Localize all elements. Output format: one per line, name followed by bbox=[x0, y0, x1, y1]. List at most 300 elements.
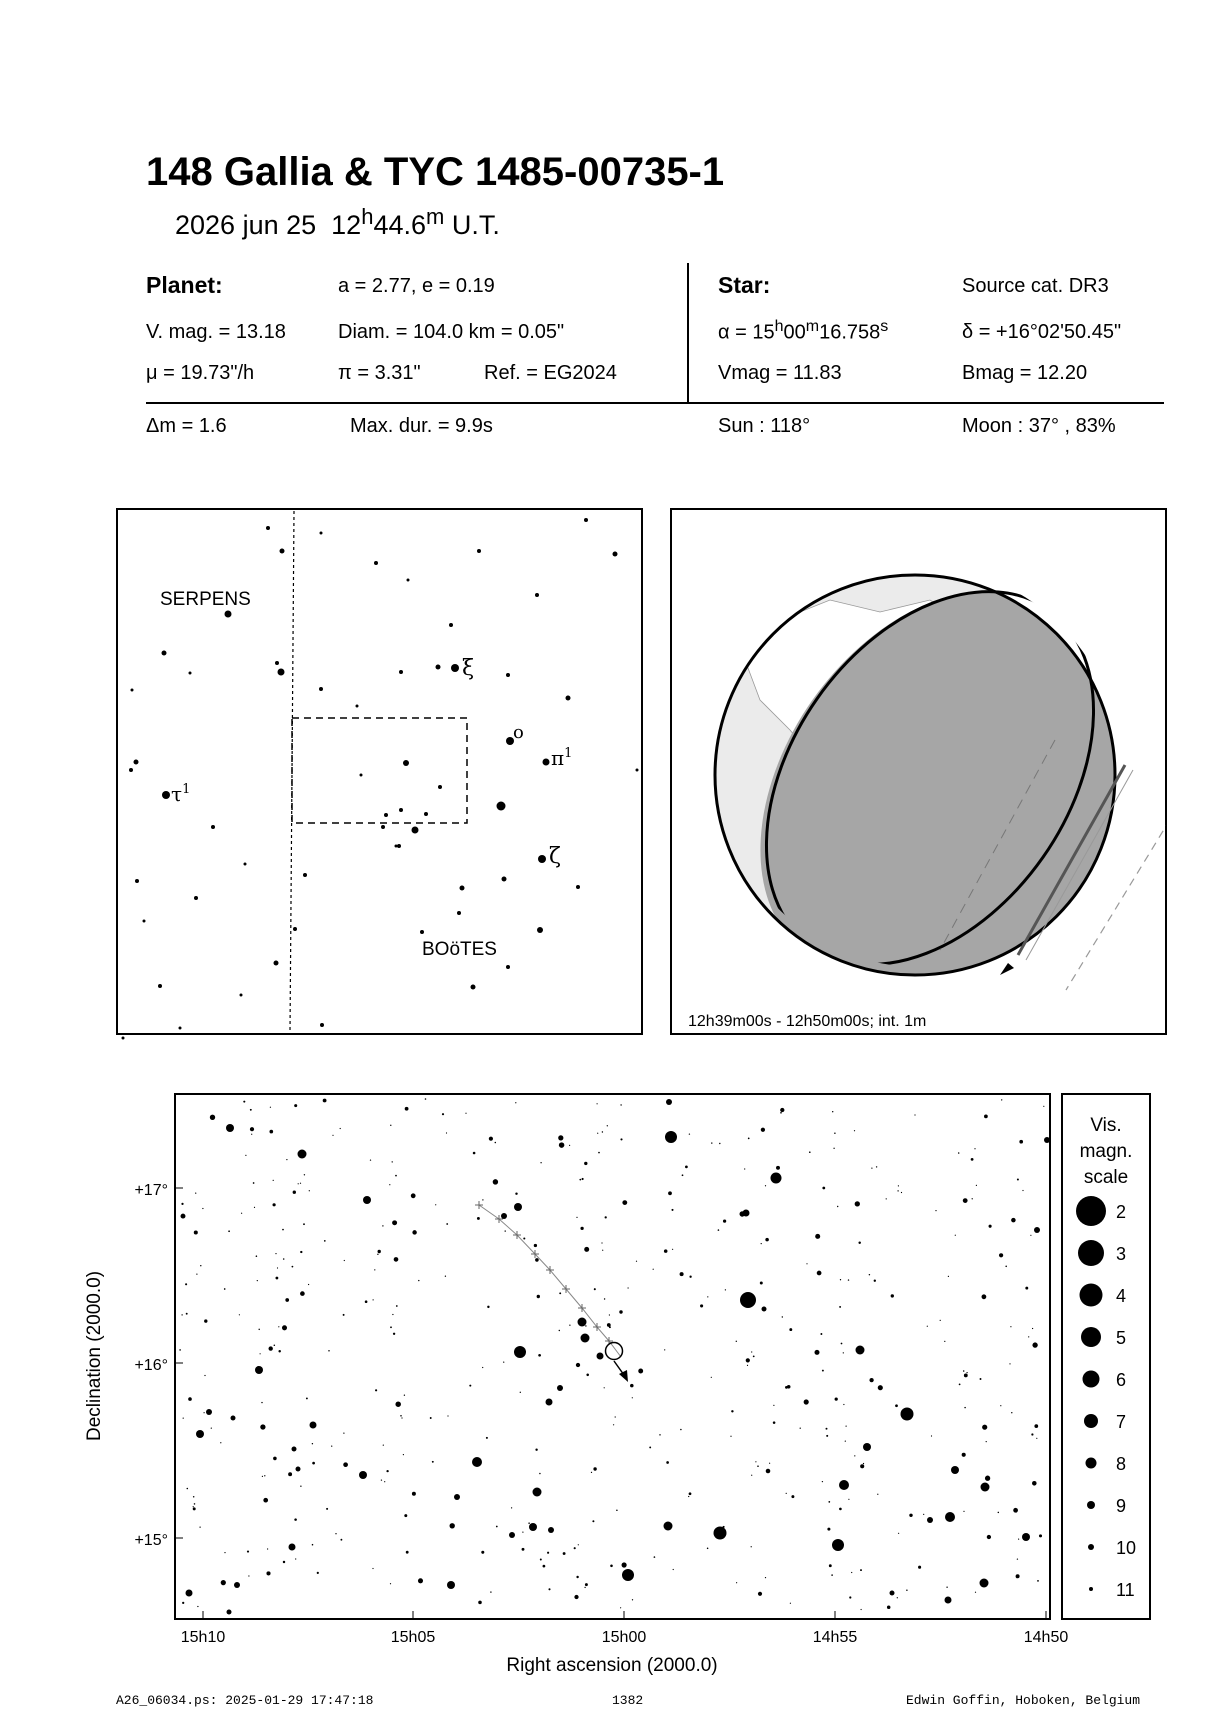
detail-star bbox=[901, 1408, 914, 1421]
detail-star bbox=[780, 1108, 784, 1112]
detail-star bbox=[1031, 1433, 1033, 1435]
detail-star bbox=[602, 1250, 603, 1251]
detail-star bbox=[814, 1350, 819, 1355]
detail-star bbox=[620, 1138, 622, 1140]
detail-star bbox=[980, 1579, 989, 1588]
finder-star bbox=[436, 665, 441, 670]
detail-star bbox=[869, 1274, 870, 1275]
detail-star bbox=[871, 1168, 872, 1169]
finder-chart bbox=[117, 509, 642, 1040]
detail-star bbox=[374, 1269, 375, 1270]
detail-star bbox=[239, 1314, 240, 1315]
finder-star bbox=[319, 687, 323, 691]
detail-star bbox=[187, 1488, 189, 1490]
detail-star bbox=[505, 1230, 506, 1231]
detail-star bbox=[270, 1107, 271, 1108]
detail-star bbox=[447, 1415, 448, 1416]
detail-star bbox=[736, 1341, 737, 1342]
detail-star bbox=[761, 1128, 765, 1132]
finder-star bbox=[566, 696, 571, 701]
detail-star bbox=[927, 1517, 933, 1523]
finder-star bbox=[584, 518, 588, 522]
page-title: 148 Gallia & TYC 1485-00735-1 bbox=[146, 150, 725, 194]
detail-star bbox=[199, 1526, 200, 1527]
finder-star bbox=[162, 791, 170, 799]
detail-star bbox=[923, 1514, 924, 1515]
detail-star bbox=[665, 1131, 677, 1143]
legend-mag-label: 11 bbox=[1116, 1580, 1135, 1600]
finder-star bbox=[320, 1023, 324, 1027]
detail-star bbox=[260, 1424, 265, 1429]
detail-star bbox=[528, 1522, 530, 1524]
legend-mag-label: 7 bbox=[1116, 1412, 1127, 1432]
planet-vmag: V. mag. = 13.18 bbox=[146, 321, 286, 343]
detail-star bbox=[183, 1418, 184, 1419]
detail-star bbox=[487, 1306, 489, 1308]
delta-mag: Δm = 1.6 bbox=[146, 415, 227, 437]
detail-star bbox=[569, 1145, 570, 1146]
detail-star bbox=[586, 1374, 589, 1377]
detail-star bbox=[815, 1234, 820, 1239]
detail-star bbox=[719, 1143, 720, 1144]
detail-star bbox=[861, 1609, 862, 1610]
finder-star bbox=[135, 879, 139, 883]
detail-star bbox=[227, 1610, 232, 1615]
detail-star bbox=[689, 1276, 691, 1278]
detail-star bbox=[194, 1230, 198, 1234]
detail-star bbox=[723, 1219, 726, 1222]
detail-star bbox=[292, 1447, 297, 1452]
detail-star bbox=[851, 1572, 852, 1573]
detail-star bbox=[786, 1493, 787, 1494]
detail-star bbox=[390, 1583, 391, 1584]
detail-star bbox=[533, 1488, 542, 1497]
detail-star bbox=[689, 1492, 692, 1495]
detail-star bbox=[963, 1511, 964, 1512]
detail-star bbox=[765, 1185, 766, 1186]
detail-star bbox=[951, 1466, 959, 1474]
constellation-label-bootes: BOöTES bbox=[422, 939, 497, 960]
detail-star bbox=[306, 1397, 308, 1399]
detail-star bbox=[700, 1304, 703, 1307]
detail-star bbox=[515, 1192, 517, 1194]
detail-star bbox=[751, 1475, 752, 1476]
detail-star bbox=[501, 1213, 507, 1219]
detail-star bbox=[680, 1429, 682, 1431]
finder-star bbox=[356, 705, 359, 708]
detail-star bbox=[576, 1576, 578, 1578]
finder-star bbox=[320, 532, 323, 535]
detail-star bbox=[578, 1318, 587, 1327]
hour-unit: h bbox=[361, 204, 374, 229]
detail-star bbox=[1044, 1137, 1050, 1143]
detail-star bbox=[288, 1472, 292, 1476]
sun-elongation: Sun : 118° bbox=[718, 415, 811, 437]
legend-title-line3: scale bbox=[1083, 1167, 1129, 1188]
detail-star bbox=[181, 1203, 183, 1205]
detail-star bbox=[258, 1329, 259, 1330]
detail-star bbox=[309, 1190, 310, 1191]
detail-star bbox=[503, 1361, 504, 1362]
detail-star bbox=[331, 1445, 332, 1446]
detail-star bbox=[638, 1369, 643, 1374]
detail-star bbox=[372, 1568, 373, 1569]
planet-diameter: Diam. = 104.0 km = 0.05" bbox=[338, 321, 565, 343]
detail-star bbox=[887, 1606, 891, 1610]
detail-star bbox=[848, 1499, 849, 1500]
y-axis-title: Declination (2000.0) bbox=[84, 1270, 105, 1442]
footer-page-number: 1382 bbox=[612, 1693, 644, 1708]
detail-star bbox=[616, 1509, 618, 1511]
detail-star bbox=[958, 1152, 960, 1154]
detail-star bbox=[1009, 1363, 1010, 1364]
detail-star bbox=[707, 1548, 709, 1550]
detail-star bbox=[901, 1192, 902, 1193]
detail-star bbox=[193, 1496, 195, 1498]
star-label-xi: ξ bbox=[462, 656, 475, 681]
detail-star bbox=[340, 1539, 342, 1541]
detail-star bbox=[370, 1159, 371, 1160]
detail-star bbox=[615, 1416, 616, 1417]
finder-star bbox=[280, 549, 285, 554]
finder-star bbox=[189, 672, 192, 675]
legend-mag-label: 6 bbox=[1116, 1370, 1127, 1390]
detail-star bbox=[563, 1552, 566, 1555]
detail-star bbox=[940, 1320, 941, 1321]
detail-star bbox=[962, 1453, 966, 1457]
detail-star bbox=[860, 1569, 862, 1571]
detail-star bbox=[261, 1402, 262, 1403]
detail-star bbox=[972, 1198, 973, 1199]
detail-star bbox=[343, 1432, 344, 1433]
detail-star bbox=[826, 1428, 828, 1430]
detail-star bbox=[845, 1486, 848, 1489]
finder-star bbox=[293, 927, 297, 931]
detail-star bbox=[895, 1404, 898, 1407]
detail-star bbox=[596, 1103, 597, 1104]
detail-star bbox=[317, 1572, 319, 1574]
detail-star bbox=[182, 1602, 184, 1604]
detail-star bbox=[282, 1229, 284, 1231]
detail-star bbox=[584, 1247, 589, 1252]
finder-star bbox=[143, 920, 146, 923]
detail-star bbox=[412, 1492, 416, 1496]
detail-star bbox=[579, 1179, 581, 1181]
detail-star bbox=[298, 1183, 299, 1184]
detail-star bbox=[537, 1295, 540, 1298]
detail-star bbox=[473, 1152, 476, 1155]
detail-star bbox=[515, 1102, 516, 1103]
detail-star bbox=[250, 1109, 252, 1111]
star-label-omicron: o bbox=[513, 722, 524, 743]
detail-star bbox=[300, 1251, 302, 1253]
detail-star bbox=[839, 1306, 841, 1308]
detail-star bbox=[300, 1291, 305, 1296]
finder-star bbox=[449, 623, 453, 627]
detail-star bbox=[845, 1441, 846, 1442]
finder-star bbox=[225, 611, 232, 618]
detail-star bbox=[446, 1132, 447, 1133]
detail-star bbox=[392, 1314, 393, 1315]
detail-star bbox=[430, 1417, 432, 1419]
detail-star bbox=[204, 1375, 205, 1376]
detail-star bbox=[776, 1166, 780, 1170]
detail-star bbox=[446, 1223, 448, 1225]
detail-star bbox=[300, 1486, 301, 1487]
finder-star bbox=[537, 927, 543, 933]
detail-star bbox=[874, 1280, 876, 1282]
detail-star bbox=[986, 1441, 987, 1442]
star-label-zeta: ζ bbox=[549, 844, 561, 869]
detail-star bbox=[593, 1467, 596, 1470]
detail-star bbox=[711, 1377, 712, 1378]
detail-star bbox=[548, 1588, 550, 1590]
detail-star bbox=[393, 1333, 395, 1335]
detail-star bbox=[605, 1216, 607, 1218]
legend-dot bbox=[1083, 1371, 1100, 1388]
detail-star bbox=[843, 1352, 844, 1353]
detail-star bbox=[672, 1249, 673, 1250]
detail-star bbox=[384, 1481, 385, 1482]
detail-star bbox=[731, 1410, 733, 1412]
detail-star bbox=[262, 1476, 263, 1477]
detail-star bbox=[254, 1207, 255, 1208]
detail-star bbox=[269, 1346, 273, 1350]
star-label-pi1: $\pi^1$ bbox=[551, 746, 573, 770]
detail-star bbox=[248, 1575, 249, 1576]
detail-star bbox=[841, 1343, 843, 1345]
detail-star bbox=[294, 1104, 297, 1107]
star-label: Star: bbox=[718, 272, 771, 298]
detail-star bbox=[1010, 1326, 1011, 1327]
detail-star bbox=[578, 1544, 579, 1545]
planet-motion: μ = 19.73"/h bbox=[146, 362, 255, 384]
detail-star bbox=[203, 1412, 204, 1413]
detail-star bbox=[688, 1496, 689, 1497]
detail-star bbox=[558, 1135, 563, 1140]
detail-star bbox=[534, 1244, 537, 1247]
detail-star bbox=[418, 1578, 423, 1583]
detail-star bbox=[744, 1168, 745, 1169]
detail-star bbox=[298, 1150, 307, 1159]
detail-star bbox=[840, 1279, 841, 1280]
detail-star bbox=[181, 1214, 186, 1219]
detail-star bbox=[404, 1395, 405, 1396]
detail-star bbox=[196, 1430, 204, 1438]
detail-star bbox=[581, 1334, 590, 1343]
detail-star bbox=[736, 1582, 737, 1583]
finder-star bbox=[179, 1027, 182, 1030]
detail-star bbox=[897, 1597, 898, 1598]
detail-star bbox=[622, 1200, 627, 1205]
footer-author: Edwin Goffin, Hoboken, Belgium bbox=[906, 1693, 1141, 1708]
constellation-label-serpens: SERPENS bbox=[160, 589, 251, 610]
detail-star bbox=[804, 1399, 809, 1404]
detail-star bbox=[906, 1590, 907, 1591]
detail-star bbox=[193, 1506, 194, 1507]
detail-star bbox=[540, 1559, 542, 1561]
detail-star bbox=[773, 1405, 774, 1406]
detail-star bbox=[963, 1198, 968, 1203]
detail-star bbox=[559, 1142, 564, 1147]
detail-star bbox=[839, 1508, 842, 1511]
detail-star bbox=[375, 1389, 377, 1391]
detail-star bbox=[383, 1444, 384, 1445]
x-axis bbox=[181, 1611, 1069, 1676]
detail-star bbox=[632, 1397, 633, 1398]
detail-star bbox=[373, 1299, 374, 1300]
finder-star bbox=[613, 552, 618, 557]
detail-star bbox=[477, 1217, 480, 1220]
detail-star bbox=[860, 1464, 864, 1468]
detail-star bbox=[898, 1533, 899, 1534]
detail-star bbox=[522, 1548, 525, 1551]
detail-star bbox=[1028, 1336, 1029, 1337]
detail-star bbox=[753, 1356, 755, 1358]
legend-title-line2: magn. bbox=[1079, 1141, 1133, 1162]
detail-star bbox=[636, 1261, 637, 1262]
detail-star bbox=[266, 1571, 270, 1575]
detail-star bbox=[664, 1522, 673, 1531]
legend-mag-label: 9 bbox=[1116, 1496, 1127, 1516]
detail-star bbox=[323, 1099, 327, 1103]
detail-star bbox=[283, 1258, 285, 1260]
finder-star bbox=[211, 825, 215, 829]
detail-star bbox=[723, 1526, 725, 1528]
detail-frame bbox=[175, 1094, 1050, 1619]
detail-star bbox=[584, 1162, 587, 1165]
y-tick-15: +15° bbox=[134, 1532, 168, 1549]
x-tick-15h10: 15h10 bbox=[180, 1629, 226, 1646]
detail-star bbox=[185, 1283, 187, 1285]
detail-star bbox=[854, 1130, 855, 1131]
detail-star bbox=[303, 1223, 305, 1225]
detail-star bbox=[585, 1583, 588, 1586]
legend-dot bbox=[1076, 1196, 1106, 1226]
detail-star bbox=[945, 1597, 952, 1604]
detail-star bbox=[296, 1467, 301, 1472]
detail-star bbox=[931, 1435, 932, 1436]
finder-star bbox=[535, 593, 539, 597]
moon-info: Moon : 37° , 83% bbox=[962, 415, 1116, 437]
detail-star bbox=[714, 1527, 727, 1540]
detail-star bbox=[613, 1424, 614, 1425]
detail-star bbox=[632, 1599, 633, 1600]
star-dec: δ = +16°02'50.45" bbox=[962, 321, 1122, 343]
detail-star bbox=[258, 1366, 259, 1367]
detail-star bbox=[1036, 1438, 1037, 1439]
detail-star bbox=[597, 1133, 598, 1134]
detail-star bbox=[206, 1409, 212, 1415]
detail-star bbox=[1034, 1227, 1040, 1233]
detail-star bbox=[196, 1273, 197, 1274]
detail-star bbox=[1025, 1287, 1028, 1290]
detail-star bbox=[386, 1470, 388, 1472]
finder-star bbox=[397, 844, 401, 848]
detail-star bbox=[403, 1454, 404, 1455]
event-minute: 44.6 bbox=[373, 210, 427, 240]
detail-star bbox=[289, 1544, 296, 1551]
detail-star bbox=[622, 1562, 627, 1567]
detail-star bbox=[718, 1229, 720, 1231]
finder-star bbox=[576, 885, 580, 889]
detail-star bbox=[195, 1192, 196, 1193]
detail-star bbox=[243, 1101, 245, 1103]
detail-star bbox=[1019, 1140, 1023, 1144]
detail-star bbox=[664, 1249, 668, 1253]
detail-star bbox=[255, 1366, 263, 1374]
detail-star bbox=[668, 1191, 672, 1195]
detail-star bbox=[576, 1363, 580, 1367]
detail-star bbox=[963, 1370, 965, 1372]
finder-star bbox=[438, 785, 442, 789]
detail-star bbox=[392, 1161, 393, 1162]
detail-star bbox=[1034, 1424, 1038, 1428]
detail-star bbox=[340, 1128, 341, 1129]
detail-star bbox=[822, 1187, 825, 1190]
finder-star bbox=[266, 526, 270, 530]
detail-star bbox=[1039, 1534, 1042, 1537]
detail-star bbox=[406, 1551, 409, 1554]
legend-mag-label: 8 bbox=[1116, 1454, 1127, 1474]
detail-star bbox=[392, 1220, 397, 1225]
legend-dot bbox=[1087, 1501, 1095, 1509]
detail-star bbox=[769, 1463, 770, 1464]
detail-star bbox=[478, 1601, 482, 1605]
detail-star bbox=[278, 1350, 280, 1352]
detail-star bbox=[602, 1131, 603, 1132]
detail-star bbox=[273, 1180, 274, 1181]
detail-star bbox=[1017, 1558, 1018, 1559]
detail-star bbox=[435, 1204, 436, 1205]
detail-star bbox=[514, 1203, 522, 1211]
detail-star bbox=[839, 1480, 849, 1490]
detail-star bbox=[400, 1415, 402, 1417]
finder-star bbox=[506, 673, 510, 677]
detail-star bbox=[854, 1455, 855, 1456]
detail-star bbox=[382, 1225, 383, 1226]
detail-star bbox=[273, 1457, 277, 1461]
detail-star bbox=[730, 1436, 731, 1437]
detail-star bbox=[363, 1196, 371, 1204]
detail-star bbox=[760, 1282, 763, 1285]
detail-star bbox=[210, 1115, 215, 1120]
detail-star bbox=[620, 1607, 621, 1608]
legend-title-line1: Vis. bbox=[1090, 1115, 1122, 1136]
detail-star bbox=[454, 1494, 460, 1500]
finder-star bbox=[384, 813, 388, 817]
finder-star bbox=[360, 774, 363, 777]
detail-star bbox=[495, 1142, 497, 1144]
finder-star bbox=[407, 579, 410, 582]
detail-star bbox=[863, 1443, 871, 1451]
detail-star bbox=[241, 1213, 242, 1214]
detail-star bbox=[791, 1495, 794, 1498]
detail-star bbox=[548, 1527, 554, 1533]
detail-star bbox=[914, 1114, 915, 1115]
detail-star bbox=[489, 1137, 493, 1141]
detail-star bbox=[806, 1263, 807, 1264]
detail-star bbox=[863, 1463, 864, 1464]
finder-star bbox=[636, 769, 639, 772]
star-vmag: Vmag = 11.83 bbox=[718, 362, 842, 384]
detail-star bbox=[966, 1372, 967, 1373]
detail-star bbox=[253, 1182, 255, 1184]
detail-star bbox=[766, 1469, 771, 1474]
detail-star bbox=[987, 1535, 991, 1539]
finder-star bbox=[274, 961, 279, 966]
finder-star bbox=[194, 896, 198, 900]
